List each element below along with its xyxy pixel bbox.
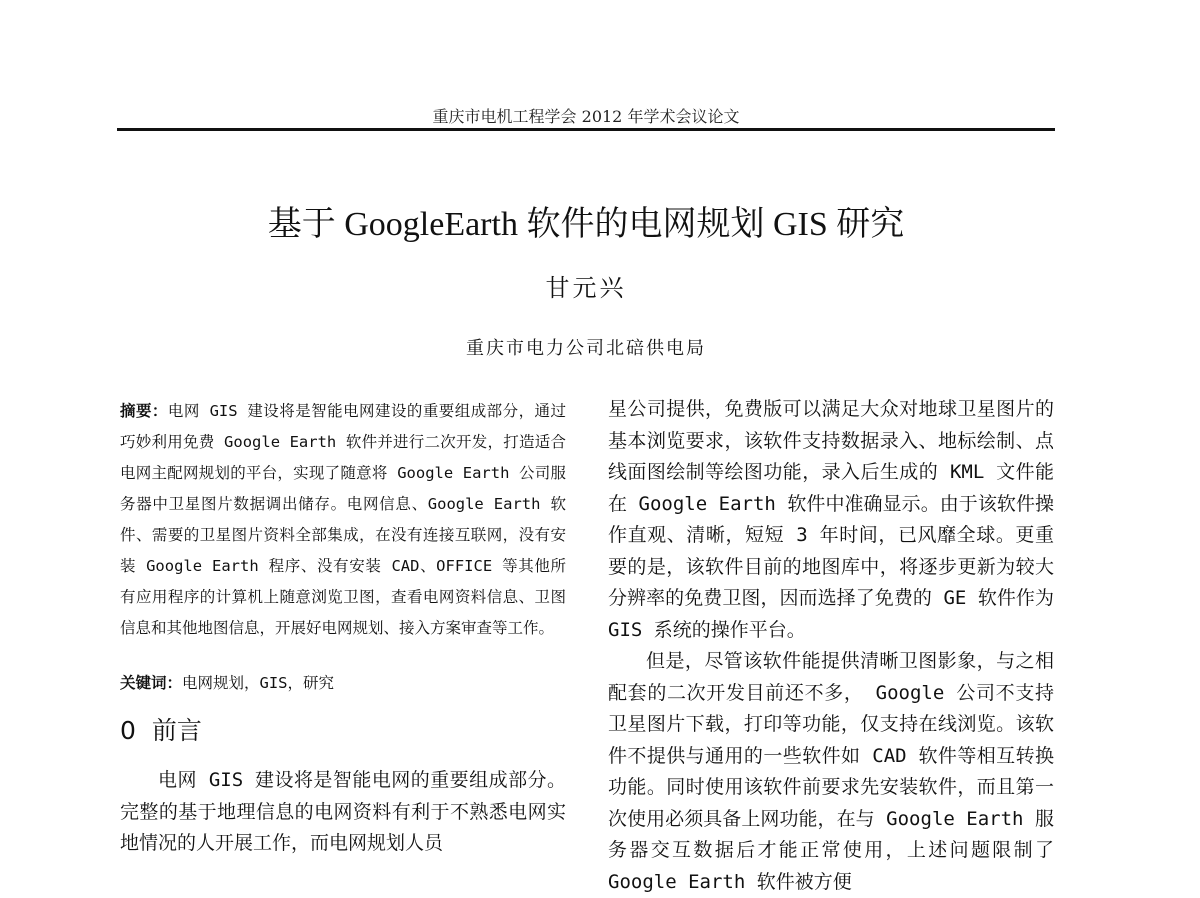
- paper-title: 基于 GoogleEarth 软件的电网规划 GIS 研究: [267, 206, 905, 243]
- section-number: 0: [120, 716, 136, 745]
- intro-paragraph: 电网 GIS 建设将是智能电网的重要组成部分。完整的基于地理信息的电网资料有利于不熟悉电网实地情况的人开展工作，而电网规划人员: [120, 769, 566, 854]
- author-affiliation: 重庆市电力公司北碚供电局: [466, 338, 706, 359]
- abstract: [120, 396, 566, 644]
- right-paragraph-1: 星公司提供，免费版可以满足大众对地球卫星图片的基本浏览要求，该软件支持数据录入、地标绘制、点线面图绘制等绘图功能，录入后生成的 KML 文件能在 Google Earth 软件中准确显示。由于该软件操作直观、清晰，短短 3 年时间，已风靡全球。更重要的是，该软件目前的地图库中，将逐步更新为较大分辨率的免费卫图，因而选择了免费的 GE 软件作为 GIS 系统的操作平台。: [608, 398, 1054, 641]
- right-column: [608, 394, 1054, 898]
- left-column: [120, 396, 566, 860]
- header-rule: [117, 128, 1055, 131]
- section-title: 前言: [151, 716, 202, 745]
- right-paragraph-2: 但是，尽管该软件能提供清晰卫图影象，与之相配套的二次开发目前还不多， Google 公司不支持卫星图片下载，打印等功能，仅支持在线浏览。该软件不提供与通用的一些软件如 CAD 软件等相互转换功能。同时使用该软件前要求先安装软件，而且第一次使用必须具备上网功能，在与 Google Earth 服务器交互数据后才能正常使用，上述问题限制了 Google Earth 软件被方便: [608, 650, 1054, 893]
- author-name: 甘元兴: [545, 274, 627, 302]
- keywords-label: 关键词：: [120, 674, 183, 692]
- section-heading: [120, 711, 566, 751]
- running-header: 重庆市电机工程学会 2012 年学术会议论文: [432, 107, 740, 126]
- keywords: [120, 668, 566, 699]
- keywords-text: 电网规划，GIS，研究: [182, 674, 335, 692]
- abstract-label: 摘要：: [120, 402, 168, 420]
- abstract-text: 电网 GIS 建设将是智能电网建设的重要组成部分，通过巧妙利用免费 Google Earth 软件并进行二次开发，打造适合电网主配网规划的平台，实现了随意将 Google Earth 公司服务器中卫星图片数据调出储存。电网信息、Google Earth 软件、需要的卫星图片资料全部集成，在没有连接互联网，没有安装 Google Earth 程序、没有安装 CAD、OFFICE 等其他所有应用程序的计算机上随意浏览卫图，查看电网资料信息、卫图信息和其他地图信息，开展好电网规划、接入方案审查等工作。: [120, 402, 566, 637]
